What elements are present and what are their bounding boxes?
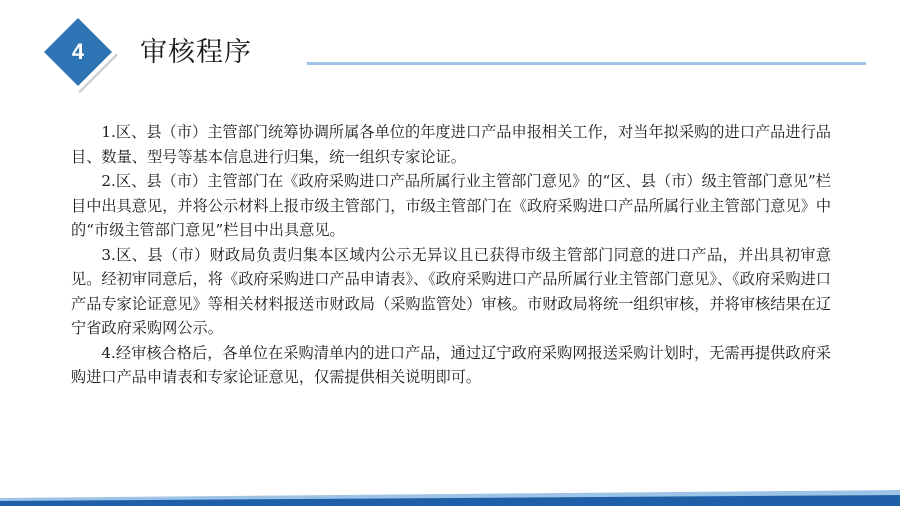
title-underline (307, 62, 866, 65)
paragraph-4: 4.经审核合格后，各单位在采购清单内的进口产品，通过辽宁政府采购网报送采购计划时，无需再提供政府采购进口产品申请表和专家论证意见，仅需提供相关说明即可。 (71, 343, 831, 386)
paragraph-1: 1.区、县（市）主管部门统筹协调所属各单位的年度进口产品申报相关工作，对当年拟采购的进口产品进行品目、数量、型号等基本信息进行归集，统一组织专家论证。 (71, 123, 831, 166)
section-number-badge (36, 10, 120, 94)
paragraph-2: 2.区、县（市）主管部门在《政府采购进口产品所属行业主管部门意见》的“区、县（市）级主管部门意见”栏目中出具意见，并将公示材料上报市级主管部门，市级主管部门在《政府采购进口产品所属行业主管部门意见》中的“市级主管部门意见”栏目中出具意见。 (71, 172, 831, 239)
footer-bar (0, 486, 900, 506)
section-title: 审核程序 (140, 37, 252, 68)
body-text (71, 120, 831, 390)
section-number: 4 (71, 39, 85, 64)
paragraph-3: 3.区、县（市）财政局负责归集本区域内公示无异议且已获得市级主管部门同意的进口产品，并出具初审意见。经初审同意后，将《政府采购进口产品申请表》、《政府采购进口产品所属行业主管部门意见》、《政府采购进口产品专家论证意见》等相关材料报送市财政局（采购监管处）审核。市财政局将统一组织审核，并将审核结果在辽宁省政府采购网公示。 (71, 245, 831, 337)
